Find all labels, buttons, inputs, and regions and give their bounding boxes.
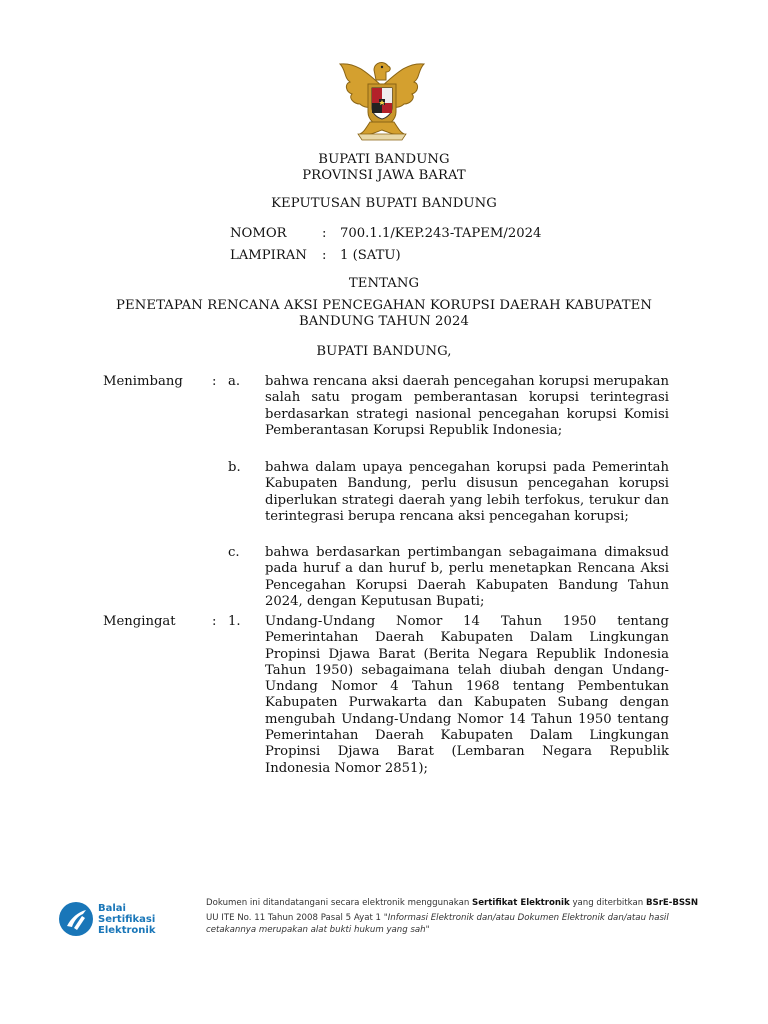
menimbang-item-text: bahwa berdasarkan pertimbangan sebagaimana dimaksud pada huruf a dan huruf b, perlu menetapkan Rencana Aksi Pencegahan Korupsi Daerah Kabupaten Bandung Tahun 2024, dengan Keputusan Bupati; [265, 545, 669, 609]
menimbang-colon: : [212, 374, 217, 389]
menimbang-item-text: bahwa dalam upaya pencegahan korupsi pada Pemerintah Kabupaten Bandung, perlu disusun pencegahan korupsi diperlukan strategi daerah yang lebih terfokus, terukur dan terintegrasi berupa rencana aksi pencegahan korupsi; [265, 460, 669, 524]
header-bupati: BUPATI BANDUNG [318, 152, 450, 167]
mengingat-colon: : [212, 614, 217, 629]
bsre-logo-text-3: Elektronik [98, 925, 156, 936]
nomor-label: NOMOR [230, 226, 287, 241]
bsre-logo-text-2: Sertifikasi [98, 914, 156, 925]
signature-notice [206, 897, 706, 937]
notice-issuer: BSrE-BSSN [645, 898, 699, 908]
bsre-logo [56, 898, 176, 940]
menimbang-item-text: bahwa rencana aksi daerah pencegahan korupsi merupakan salah satu progam pemberantasan korupsi terintegrasi berdasarkan strategi nasional pencegahan korupsi Komisi Pemberantasan Korupsi Republik Indonesia; [265, 374, 669, 438]
law-notice [206, 912, 706, 937]
lampiran-row [230, 248, 401, 264]
mengingat-label: Mengingat [103, 614, 176, 629]
law-quote: Informasi Elektronik dan/atau Dokumen Elektronik dan/atau hasil cetakannya merupakan alat bukti hukum yang sah [206, 912, 669, 935]
menimbang-item-mark: a. [228, 374, 241, 389]
law-quote-end: " [425, 925, 430, 935]
document-title-line2: BANDUNG TAHUN 2024 [298, 314, 469, 329]
nomor-colon: : [322, 226, 327, 241]
header-provinsi: PROVINSI JAWA BARAT [302, 168, 466, 183]
lampiran-colon: : [322, 248, 327, 263]
mengingat-item-text: Undang-Undang Nomor 14 Tahun 1950 tentang Pemerintahan Daerah Kabupaten Dalam Lingkungan Propinsi Djawa Barat (Berita Negara Republik Indonesia Tahun 1950) sebagaimana telah diubah dengan Undang-Undang Nomor 4 Tahun 1968 tentang Pembentukan Kabupaten Purwakarta dan Kabupaten Subang dengan mengubah Undang-Undang Nomor 14 Tahun 1950 tentang Pemerintahan Daerah Kabupaten Dalam Lingkungan Propinsi Djawa Barat (Lembaran Negara Republik Indonesia Nomor 2851); [265, 614, 669, 776]
garuda-emblem-icon [330, 56, 434, 142]
document-title-line1: PENETAPAN RENCANA AKSI PENCEGAHAN KORUPSI DAERAH KABUPATEN [116, 298, 652, 313]
header-keputusan: KEPUTUSAN BUPATI BANDUNG [271, 196, 497, 211]
bupati-heading: BUPATI BANDUNG, [316, 344, 452, 359]
lampiran-label: LAMPIRAN [230, 248, 307, 263]
menimbang-label: Menimbang [103, 374, 183, 389]
nomor-row [230, 226, 541, 242]
notice-cert: Sertifikat Elektronik [472, 898, 570, 908]
signature-notice-line [206, 897, 706, 910]
nomor-value: 700.1.1/KEP.243-TAPEM/2024 [340, 226, 542, 241]
tentang-heading: TENTANG [348, 276, 420, 291]
menimbang-item-mark: c. [228, 545, 240, 560]
menimbang-item-mark: b. [228, 460, 241, 475]
lampiran-value: 1 (SATU) [340, 248, 401, 263]
notice-text-mid: yang diterbitkan [569, 898, 646, 908]
bsre-logo-text-1: Balai [98, 903, 126, 914]
notice-text: Dokumen ini ditandatangani secara elektronik menggunakan [206, 898, 473, 908]
mengingat-item-mark: 1. [228, 614, 241, 629]
law-ref: UU ITE No. 11 Tahun 2008 Pasal 5 Ayat 1 " [206, 912, 388, 923]
